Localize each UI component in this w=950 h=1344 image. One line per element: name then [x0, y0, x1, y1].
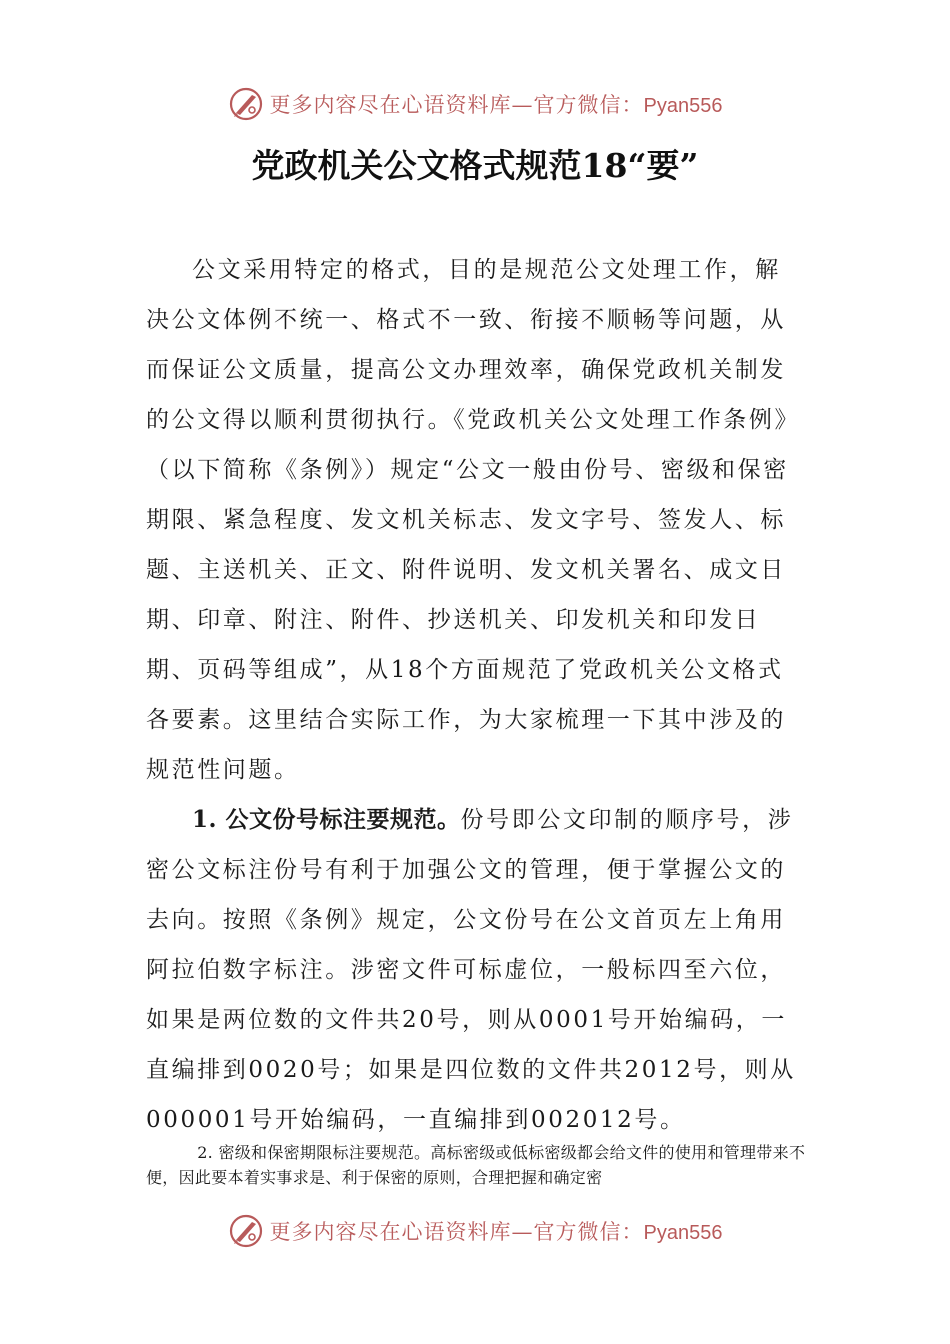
watermark-wechat: Pyan556 [643, 1222, 723, 1244]
section-2-block [146, 1140, 806, 1190]
section-1-paragraph [146, 795, 806, 1145]
intro-paragraph: 公文采用特定的格式，目的是规范公文处理工作，解决公文体例不统一、格式不一致、衔接不顺畅等问题，从而保证公文质量，提高公文办理效率，确保党政机关制发的公文得以顺利贯彻执行。《党政机关公文处理工作条例》（以下简称《条例》）规定“公文一般由份号、密级和保密期限、紧急程度、发文机关标志、发文字号、签发人、标题、主送机关、正文、附件说明、发文机关署名、成文日期、印章、附注、附件、抄送机关、印发机关和印发日期、页码等组成”，从18个方面规范了党政机关公文格式各要素。这里结合实际工作，为大家梳理一下其中涉及的规范性问题。 [146, 257, 801, 783]
section-2-paragraph: 2. 密级和保密期限标注要规范。高标密级或低标密级都会给文件的使用和管理带来不便，因此要本着实事求是、利于保密的原则，合理把握和确定密 [146, 1143, 806, 1187]
watermark-banner-bottom [0, 1211, 950, 1251]
section-1-text: 份号即公文印制的顺序号，涉密公文标注份号有利于加强公文的管理，便于掌握公文的去向。按照《条例》规定，公文份号在公文首页左上角用阿拉伯数字标注。涉密文件可标虚位，一般标四至六位，如果是两位数的文件共20号，则从0001号开始编码，一直编排到0020号；如果是四位数的文件共2012号，则从000001号开始编码，一直编排到002012号。 [146, 807, 796, 1133]
pen-circle-logo-icon [228, 1213, 264, 1249]
watermark-text: 更多内容尽在心语资料库—官方微信：Pyan556 [269, 93, 723, 117]
page-title: 党政机关公文格式规范18“要” [251, 146, 699, 185]
section-1-heading: 1. 公文份号标注要规范。 [192, 806, 461, 833]
document-body [146, 245, 806, 1145]
watermark-wechat: Pyan556 [643, 95, 723, 117]
watermark-banner-top [0, 84, 950, 124]
pen-circle-logo-icon [228, 86, 264, 122]
watermark-text: 更多内容尽在心语资料库—官方微信：Pyan556 [269, 1220, 723, 1244]
